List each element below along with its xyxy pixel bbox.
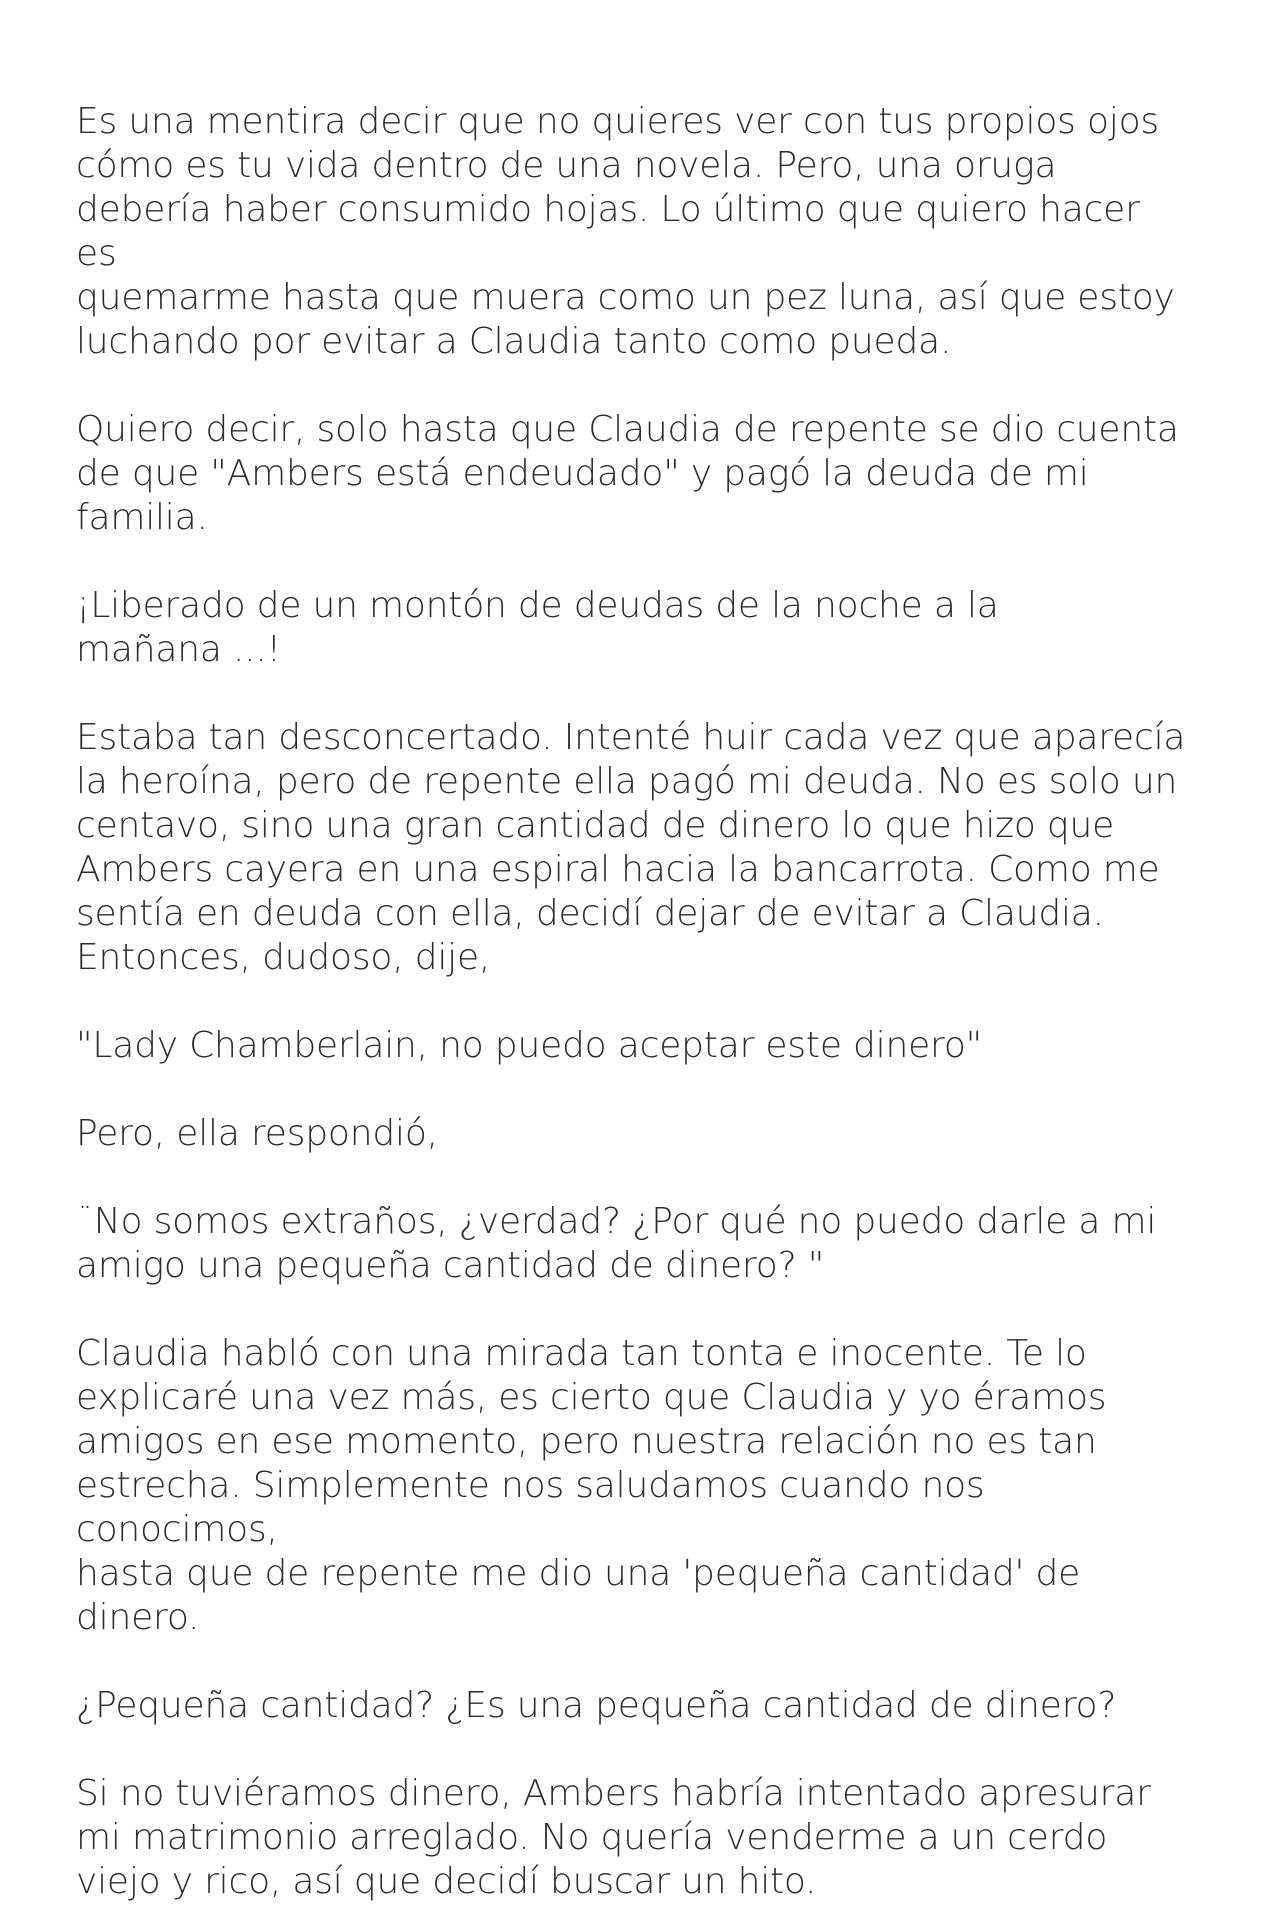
paragraph-9: ¿Pequeña cantidad? ¿Es una pequeña cantidad de dinero? bbox=[76, 1685, 1117, 1726]
paragraph-5: "Lady Chamberlain, no puedo aceptar este dinero" bbox=[76, 1025, 983, 1066]
paragraph-3: ¡Liberado de un montón de deudas de la noche a la mañana ...! bbox=[76, 585, 999, 670]
paragraph-1: Es una mentira decir que no quieres ver con tus propios ojos cómo es tu vida dentro de una novela. Pero, una oruga debería haber consumido hojas. Lo último que quiero hacer es quemarme hasta que muera como un pez luna, así que estoy luchando por evitar a Claudia tanto como pueda. bbox=[76, 101, 1175, 362]
paragraph-10: Si no tuviéramos dinero, Ambers habría intentado apresurar mi matrimonio arreglado. No quería venderme a un cerdo viejo y rico, así que decidí buscar un hito. bbox=[76, 1773, 1151, 1902]
document-body bbox=[76, 100, 1186, 1904]
paragraph-2: Quiero decir, solo hasta que Claudia de repente se dio cuenta de que "Ambers está endeudado" y pagó la deuda de mi familia. bbox=[76, 409, 1179, 538]
paragraph-8: Claudia habló con una mirada tan tonta e inocente. Te lo explicaré una vez más, es cierto que Claudia y yo éramos amigos en ese momento, pero nuestra relación no es tan estrecha. Simplemente nos saludamos cuando nos conocimos, hasta que de repente me dio una 'pequeña cantidad' de dinero. bbox=[76, 1333, 1107, 1638]
paragraph-7: ¨No somos extraños, ¿verdad? ¿Por qué no puedo darle a mi amigo una pequeña cantidad de dinero? " bbox=[76, 1201, 1157, 1286]
paragraph-4: Estaba tan desconcertado. Intenté huir cada vez que aparecía la heroína, pero de repente ella pagó mi deuda. No es solo un centavo, sino una gran cantidad de dinero lo que hizo que Ambers cayera en una espiral hacia la bancarrota. Como me sentía en deuda con ella, decidí dejar de evitar a Claudia. Entonces, dudoso, dije, bbox=[76, 717, 1186, 978]
paragraph-6: Pero, ella respondió, bbox=[76, 1113, 438, 1154]
